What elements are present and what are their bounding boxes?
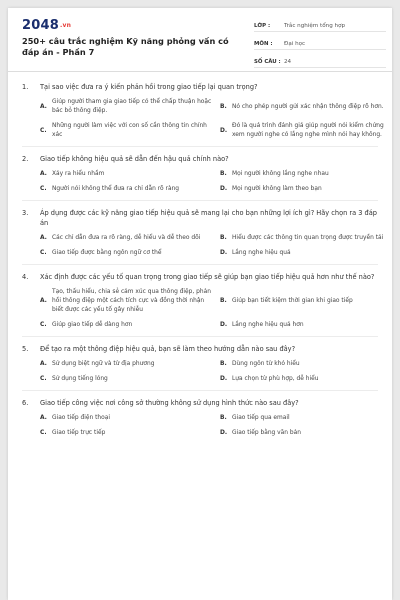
question-text: Xác định được các yếu tố quan trọng trong giao tiếp sẽ giúp bạn giao tiếp hiệu quả hơn như thế nào? [40,273,375,281]
answer-option[interactable] [220,98,392,116]
option-text: Giao tiếp bằng văn bản [232,430,301,436]
option-text: Giúp bạn tiết kiệm thời gian khi giao tiếp [232,298,353,304]
question-block [8,82,392,147]
answer-option[interactable] [40,234,220,243]
option-text: Những người làm việc với con số cần thông tin chính xác [52,123,207,138]
answer-option[interactable] [220,122,392,140]
document-meta [254,18,386,72]
option-letter: B. [220,171,227,177]
option-text: Mọi người không lắng nghe nhau [232,171,329,177]
option-letter: A. [40,103,47,110]
answer-option[interactable] [40,321,220,330]
option-text: Người nói không thể đưa ra chỉ dẫn rõ ràng [52,186,180,192]
option-text: Giao tiếp điện thoại [52,415,110,421]
meta-value: Trắc nghiệm tổng hợp [284,23,346,29]
option-letter: C. [40,127,47,134]
answer-options [22,414,378,444]
answer-option[interactable] [40,375,220,384]
option-text: Lắng nghe hiệu quả [232,250,291,256]
option-text: Giao tiếp qua email [232,415,290,421]
answer-option[interactable] [40,360,220,369]
question-text: Giao tiếp công việc nơi công sở thường không sử dụng hình thức nào sau đây? [40,399,299,407]
option-text: Xảy ra hiểu nhầm [52,171,105,177]
question-line [22,208,378,228]
option-letter: A. [40,415,47,421]
option-letter: D. [220,250,228,256]
answer-option[interactable] [220,321,392,330]
question-number: 1. [22,83,29,91]
option-text: Lựa chọn từ phù hợp, dễ hiểu [232,376,319,382]
option-letter: A. [40,361,47,367]
option-text: Nó cho phép người gửi xác nhận thông điệp rõ hơn. [232,103,384,110]
option-text: Sử dụng tiếng lóng [52,376,108,382]
option-text: Tạo, thấu hiểu, chia sẻ cảm xúc qua thông điệp, phản hồi thông điệp một cách tích cực và đồng thời nhận biết được các yếu tố gây nhiễu [52,289,211,313]
answer-option[interactable] [40,288,220,315]
answer-options [22,234,384,265]
answer-options [22,170,378,201]
question-number: 5. [22,345,29,353]
answer-option[interactable] [40,185,220,194]
logo-number: 2048 [22,18,59,33]
meta-key: SỐ CÂU : [254,59,281,65]
option-text: Đó là quá trình đánh giá giúp người nói kiểm chứng xem người nghe có lắng nghe mình nói hay không. [232,123,384,138]
answer-option[interactable] [220,429,392,438]
answer-option[interactable] [40,429,220,438]
option-letter: D. [220,322,228,328]
option-letter: A. [40,171,47,177]
meta-value: Đại học [284,41,306,47]
option-text: Hiểu được các thông tin quan trọng được truyền tải [232,235,384,241]
answer-option[interactable] [40,414,220,423]
document-title: 250+ câu trắc nghiệm Kỹ năng phỏng vấn có đáp án - Phần 7 [22,36,229,57]
question-number: 3. [22,209,29,217]
document-page [8,8,392,600]
meta-row-count [254,54,386,68]
question-number: 6. [22,399,29,407]
answer-option[interactable] [220,234,392,243]
option-letter: B. [220,235,227,241]
option-letter: C. [40,322,47,328]
option-text: Giao tiếp trực tiếp [52,430,106,436]
logo-domain: .vn [59,22,72,29]
question-number: 2. [22,155,29,163]
answer-option[interactable] [220,249,392,258]
question-text: Giao tiếp không hiệu quả sẽ dẫn đến hậu quả chính nào? [40,155,229,163]
question-list [8,82,392,451]
option-text: Mọi người không làm theo bạn [232,186,322,192]
option-text: Lắng nghe hiệu quả hơn [232,322,304,328]
answer-option[interactable] [220,288,392,315]
answer-option[interactable] [40,249,220,258]
question-line [22,344,378,354]
option-letter: A. [40,235,47,241]
question-block [8,272,392,337]
option-text: Dùng ngôn từ khó hiểu [232,361,300,367]
option-letter: B. [220,103,227,110]
site-logo[interactable] [22,18,71,33]
question-line [22,272,378,282]
option-letter: C. [40,186,47,192]
answer-options [22,360,378,391]
answer-options [22,98,384,147]
option-text: Giao tiếp được bằng ngôn ngữ cơ thể [52,250,162,256]
question-line [22,82,378,92]
question-block [8,344,392,391]
option-text: Giúp giao tiếp dễ dàng hơn [52,322,133,328]
option-letter: D. [220,430,228,436]
option-letter: D. [220,127,228,134]
meta-row-subject [254,36,386,50]
option-letter: C. [40,250,47,256]
question-line [22,398,378,408]
answer-options [22,288,378,337]
answer-option[interactable] [40,122,220,140]
meta-row-class [254,18,386,32]
question-block [8,208,392,265]
answer-option[interactable] [220,414,392,423]
answer-option[interactable] [220,360,392,369]
question-line [22,154,378,164]
answer-option[interactable] [220,185,392,194]
answer-option[interactable] [220,170,392,179]
option-letter: D. [220,376,228,382]
option-letter: B. [220,298,227,304]
meta-key: MÔN : [254,41,273,47]
option-letter: D. [220,186,228,192]
option-letter: C. [40,376,47,382]
option-letter: A. [40,298,47,304]
question-text: Để tạo ra một thông điệp hiệu quả, bạn sẽ làm theo hướng dẫn nào sau đây? [40,345,296,353]
question-block [8,154,392,201]
answer-option[interactable] [220,375,392,384]
question-block [8,398,392,444]
answer-option[interactable] [40,98,220,116]
option-letter: B. [220,415,227,421]
document-header [8,8,392,72]
option-text: Sử dụng biệt ngữ và từ địa phương [52,361,155,367]
question-text: Tại sao việc đưa ra ý kiến phản hồi trong giao tiếp lại quan trọng? [40,83,258,91]
option-letter: B. [220,361,227,367]
option-text: Giúp người tham gia giao tiếp có thể chấp thuận hoặc bác bỏ thông điệp. [52,99,212,114]
meta-key: LỚP : [254,23,271,29]
question-number: 4. [22,273,29,281]
option-letter: C. [40,430,47,436]
meta-value: 24 [284,59,292,65]
answer-option[interactable] [40,170,220,179]
option-text: Các chỉ dẫn đưa ra rõ ràng, dễ hiểu và dễ theo dõi [52,235,201,241]
question-text: Áp dụng được các kỹ năng giao tiếp hiệu quả sẽ mang lại cho bạn những lợi ích gì? Hãy chọn ra 3 đáp án [40,209,377,227]
